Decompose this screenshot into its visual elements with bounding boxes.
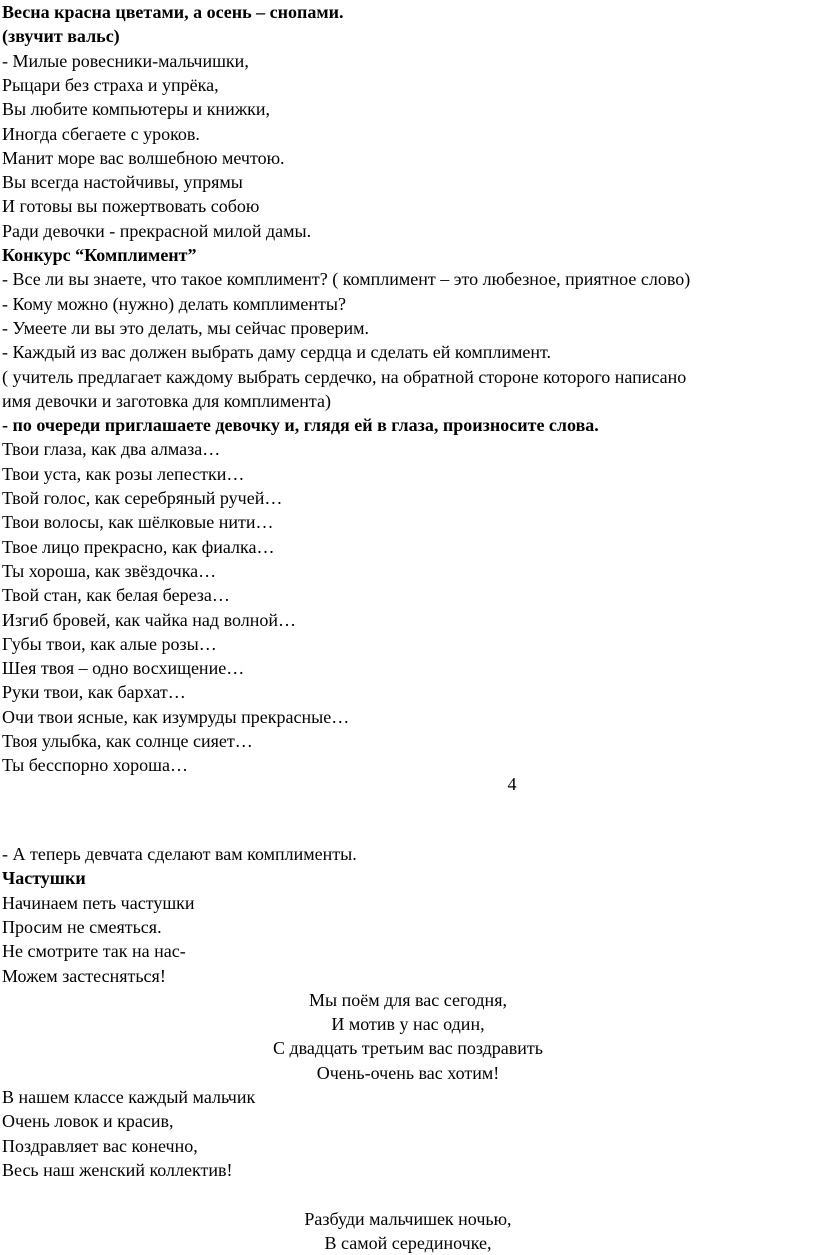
text-line: В нашем классе каждый мальчик <box>2 1087 256 1107</box>
text-line: Поздравляет вас конечно, <box>2 1135 198 1156</box>
text-line: - Все ли вы знаете, что такое комплимент? ( комплимент – это любезное, приятное слово) <box>2 269 691 290</box>
text-line: Твоя улыбка, как солнце сияет… <box>2 731 253 751</box>
text-line: Ты бесспорно хороша… <box>2 755 188 776</box>
text-line: Твое лицо прекрасно, как фиалка… <box>2 536 275 557</box>
text-line: Очи твои ясные, как изумруды прекрасные… <box>2 706 350 727</box>
text-line: Просим не смеяться. <box>2 916 162 937</box>
text-line: Руки твои, как бархат… <box>2 682 186 703</box>
text-line: Вы любите компьютеры и книжки, <box>2 99 271 120</box>
text-line: - Умеете ли вы это делать, мы сейчас проверим. <box>2 317 370 338</box>
text-line: (звучит вальс) <box>2 26 120 47</box>
text-line: Манит море вас волшебною мечтою. <box>2 147 285 168</box>
text-line: - А теперь девчата сделают вам комплименты. <box>2 844 357 864</box>
text-line: Иногда сбегаете с уроков. <box>2 123 200 144</box>
text-line: - Каждый из вас должен выбрать даму сердца и сделать ей комплимент. <box>2 342 552 363</box>
text-line: В самой серединочке, <box>324 1232 492 1253</box>
text-line: - по очереди приглашаете девочку и, глядя ей в глаза, произносите слова. <box>2 415 599 436</box>
text-line: ( учитель предлагает каждому выбрать сердечко, на обратной стороне которого написано <box>2 366 687 387</box>
text-line: Конкурс “Комплимент” <box>2 245 197 265</box>
text-line: - Милые ровесники-мальчишки, <box>2 50 249 71</box>
text-line: Ради девочки - прекрасной милой дамы. <box>2 220 312 241</box>
text-line: И мотив у нас один, <box>331 1014 485 1035</box>
text-line: Очень-очень вас хотим! <box>316 1062 500 1083</box>
text-line: Твой голос, как серебряный ручей… <box>2 488 283 508</box>
text-line: Очень ловок и красив, <box>2 1111 174 1132</box>
text-line: Твои уста, как розы лепестки… <box>2 463 245 484</box>
text-line: Твой стан, как белая береза… <box>2 585 230 606</box>
text-line: Можем застесняться! <box>2 965 166 986</box>
text-line: Изгиб бровей, как чайка над волной… <box>2 609 296 630</box>
text-line: Губы твои, как алые розы… <box>2 633 217 654</box>
text-line: Твои волосы, как шёлковые нити… <box>2 512 274 533</box>
text-line: Весна красна цветами, а осень – снопами. <box>2 2 344 22</box>
text-line: Рыцари без страха и упрёка, <box>2 74 219 95</box>
page-number: 4 <box>507 774 517 794</box>
text-line: - Кому можно (нужно) делать комплименты? <box>2 293 346 314</box>
text-line: И готовы вы пожертвовать собою <box>2 196 260 217</box>
text-line: Мы поём для вас сегодня, <box>309 989 507 1010</box>
text-line: Разбуди мальчишек ночью, <box>304 1208 512 1229</box>
text-line: Частушки <box>2 868 86 889</box>
text-line: Ты хороша, как звёздочка… <box>2 560 217 581</box>
text-line: Весь наш женский коллектив! <box>2 1159 233 1180</box>
text-line: имя девочки и заготовка для комплимента) <box>2 390 331 411</box>
text-line: Вы всегда настойчивы, упрямы <box>2 172 243 193</box>
text-line: Твои глаза, как два алмаза… <box>2 439 221 460</box>
text-line: С двадцать третьим вас поздравить <box>273 1038 543 1059</box>
text-line: Начинаем петь частушки <box>2 892 195 913</box>
text-line: Не смотрите так на нас- <box>2 941 186 962</box>
text-line: Шея твоя – одно восхищение… <box>2 658 245 679</box>
